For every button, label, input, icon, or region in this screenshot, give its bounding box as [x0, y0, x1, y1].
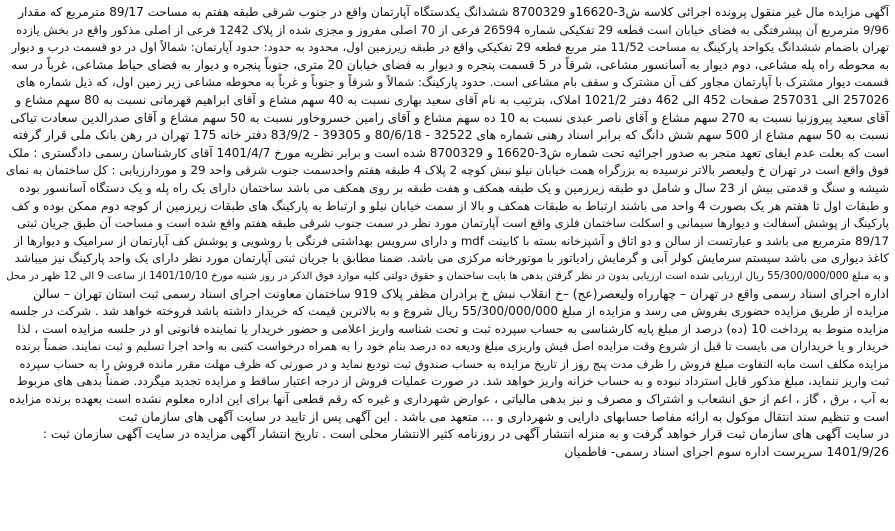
notice-line: در سایت آگهی های سازمان ثبت قرار خواهد گرفت و به منزله انتشار آگهی در روزنامه کثیر الانتشار محلی است . تاریخ انتشار آگهی مزایده در سایت آگهی سازمان ثبت :	[42, 427, 889, 442]
notice-line: پارکینگ از پوشش آسفالت و دیوارها سیمانی و اسکلت ساختمان فلزی واقع است آپارتمان مورد نظر در سمت جنوب شرقی طبقه هفتم واقع شده است و مساحت آن طبق جریان ثبتی	[17, 216, 889, 231]
notice-line: است و تنظیم سند انتقال موکول به ارائه مفاصا حسابهای دارایی و شهرداری و ... متعهد می باشد . این آگهی پس از تایید در سایت آگهی های سازمان ثبت	[118, 409, 889, 424]
notice-line: 9/96 مترمربع آن پیشرفتگی به فضای خیابان است قطعه 29 تفکیکی شماره 26594 فرعی از 70 اصلی مفروز و مجزی شده از پلاک 1242 فرعی از اصلی مذکور واقع در بخش یازده	[16, 22, 889, 37]
notice-line: خریدار و یا خریداران می بایست تا قبل از شروع وقت مزایده اصل فیش واریزی مبلغ ودیعه ده درصد بنام خود را به همراه درخواست کتبی به واحد اجرا تسلیم و ثبت نمایند. ضمناً برنده	[15, 339, 889, 354]
notice-line: شیشه و سنگ و قدمتی بیش از 23 سال و شامل دو طبقه زیرزمین و یک طبقه همکف و هفت طبقه بر روی همکف می باشد ساختمان دارای یک راه پله و یک دستگاه آسانسور بوده	[19, 180, 889, 195]
notice-line: به محوطه راه پله مشاعی، دوم دیوار به آسانسور مشاعی، شرقاً در 5 قسمت پنجره و دیوار به فضای خیابان 20 متری، جنوباً پنجره و دیوار به فضای حیاط مشاعی، غرباً در سه	[11, 57, 889, 72]
notice-line: تهران باضمام ششدانگ یکواحد پارکینگ به مساحت 11/52 متر مربع قطعه 29 تفکیکی واقع در طبقه زیرزمین اول، محدود به حدود: حدود آپارتمان: شمالاً اول در دو قسمت درب و دیوار	[11, 40, 889, 55]
notice-line: به آب ، برق ، گاز ، اعم از حق انشعاب و اشتراک و مصرف و نیز بدهی مالیاتی ، عوارض شهرداری و غیره که رقم قطعی آنها برای این اداره معلوم نشده است بعهده برنده مزایده	[9, 392, 889, 407]
notice-line: مزایده از طریق مزایده حضوری بفروش می رسد و مزایده از مبلغ 55/300/000/000 ریال شروع و به بالاترین قیمت که خریدار داشته باشد فروخته خواهد شد . شرکت در جلسه	[9, 304, 889, 319]
notice-line: آقای سعید پیروزنیا نسبت به 270 سهم مشاع و آقای ناصر عبدی نسبت به 10 ده سهم مشاع و آقای رامین خسروخاور نسبت به 50 سهم مشاع و آقای صدرالدین سعادت تیاکی	[10, 110, 889, 125]
notice-line: 257026 الی 257031 صفحات 452 الی 462 دفتر 1021/2 املاک، بترتیب به نام آقای سعید بهاری نسبت به 40 سهم مشاع و آقای ابراهیم قهرمانی نسبت به 80 سهم مشاع و	[15, 92, 889, 107]
auction-notice-body	[6, 4, 889, 461]
notice-line: فوق واقع است در تهران خ ولیعصر بالاتر نرسیده به بزرگراه همت خیابان نیلو نبش کوچه 2 پلاک 4 طبقه هفتم واحدسمت جنوب شرقی واحد 29 و موردارزیابی : کل ساختمان به نمای	[5, 163, 889, 178]
notice-line: 89/17 مترمربع می باشد و عبارتست از سالن و دو اتاق و آشپزخانه بسته با کابینت mdf و دارای سرویس بهداشتی فرنگی با روشویی و پوشش کف آپارتمان از سرامیک و دیوارها از	[14, 233, 889, 248]
notice-line: کاغذ دیواری می باشد سیستم سرمایش کولر آبی و گرمایش رادیاتور با موتورخانه مرکزی می باشد. ضمنا مطابق با جریان ثبتی آپارتمان مورد نظر دارای یک واحد پارکینگ نیز میباشد	[14, 251, 889, 266]
notice-line: اداره اجرای اسناد رسمی واقع در تهران – چهارراه ولیعصر(عج) –خ انقلاب نبش خ برادران مظفر پلاک 919 ساختمان معاونت اجرای اسناد رسمی ثبت استان تهران – سالن	[32, 286, 889, 301]
notice-line: 1401/9/26 سرپرست اداره سوم اجرای اسناد رسمی- فاطمیان	[564, 444, 889, 459]
notice-line: آگهی مزایده مال غیر منقول پرونده اجرائی کلاسه ش3-16620و 8700329 ششدانگ یکدستگاه آپارتمان واقع در جنوب شرقی طبقه هفتم به مساحت 89/17 مترمربع که مقدار	[18, 5, 889, 19]
notice-line: و طبقات اول تا هفتم هر یک بصورت 4 واحد می باشند ارتباط به طبقات همکف و بالا از سمت خیابان نیلو و ارتباط به پارکینگ های طبقات زیرزمین از کوچه دوم ممکن بوده و کف	[11, 198, 889, 213]
notice-line: است که بعلت عدم ایفای تعهد منجر به صدور اجرائیه تحت شماره ش3-16620 و 8700329 شده است و برابر نظریه مورخ 1401/4/7 آقای کارشناسان رسمی دادگستری : ملک	[8, 145, 889, 160]
notice-line: و به مبلغ 55/300/000/000 ریال ارزیابی شده است ارزیابی بدون در نظر گرفتن بدهی ها بابت ساختمان و حقوق دولتی کلیه موارد فوق الذکر در روز شنبه مورخ 1401/10/10 از ساعت 9 الی 12 ظهر در محل	[6, 270, 889, 282]
notice-line: مزایده مکلف است مابه التفاوت مبلغ فروش را ظرف مدت پنج روز از تاریخ مزایده به حساب صندوق ثبت تودیع نماید و در صورتی که ظرف مهلت مقرر مانده فروش را به حساب سپرده	[19, 356, 889, 371]
notice-line: ثبت واریز ننماید، مبلغ مذکور قابل استرداد نبوده و به حساب خزانه واریز خواهد شد. در صورت عملیات فروش از درجه اعتبار ساقط و مزایده تجدید میگردد. ضمناً بدهی های مربوط	[16, 374, 889, 389]
notice-line: مزایده منوط به پرداخت 10 (ده) درصد از مبلغ پایه کارشناسی به حساب سپرده ثبت و تحت شناسه واریز اعلامی و حضور خریدار یا نماینده قانونی او در جلسه مزایده است ، لذا	[17, 321, 889, 336]
notice-line: قسمت دیوار مشترک با آپارتمان مجاور کف آن مشترک و سقف بام مشاعی است. حدود پارکینگ: شمالاً و شرقاً و جنوباً و غرباً به محوطه مشاعی زیر زمین اول، که ذیل شماره های	[16, 75, 889, 90]
notice-line: نسبت به 50 سهم مشاع از 500 سهم شش دانگ که برابر اسناد رهنی شماره های 32522 - 80/6/18 و 39305 - 83/9/2 دفتر خانه 175 تهران در رهن بانک ملی قرار گرفته	[12, 128, 889, 143]
